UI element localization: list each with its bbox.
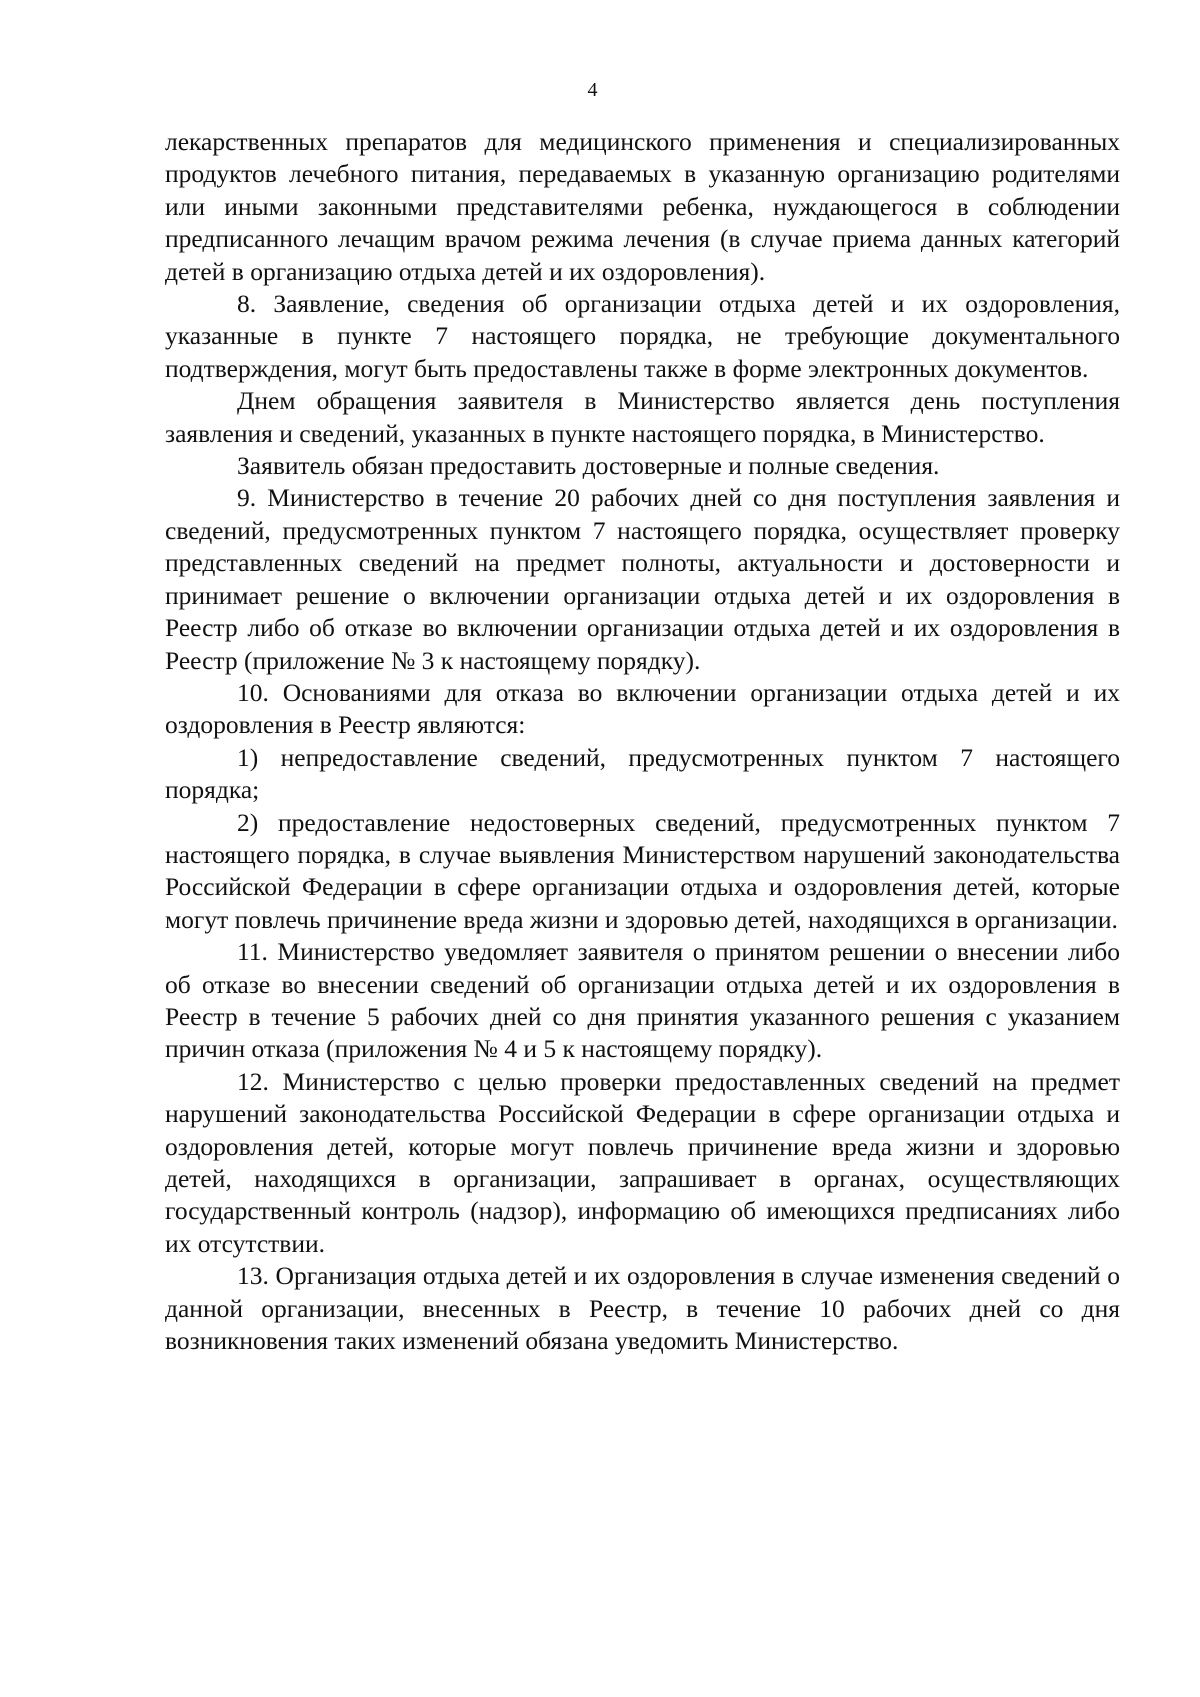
paragraph-item-8: 8. Заявление, сведения об организации отдыха детей и их оздоровления, указанные в пункте 7 настоящего порядка, не требующие документального подтверждения, могут быть предоставлены также в форме электронных документов. [165, 289, 1120, 383]
paragraph-application-date: Днем обращения заявителя в Министерство является день поступления заявления и сведений, указанных в пункте настоящего порядка, в Министерство. [165, 386, 1120, 448]
paragraph-item-13: 13. Организация отдыха детей и их оздоровления в случае изменения сведений о данной организации, внесенных в Реестр, в течение 10 рабочих дней со дня возникновения таких изменений обязана уведомить Министерство. [165, 1261, 1120, 1356]
page-number: 4 [587, 79, 598, 101]
paragraph-continuation: лекарственных препаратов для медицинского применения и специализированных продуктов лечебного питания, передаваемых в указанную организацию родителями или иными законными представителями ребенка, нуждающегося в соблюдении предписанного лечащим врачом режима лечения (в случае приема данных категорий детей в организацию отдыха детей и их оздоровления). [165, 127, 1120, 286]
paragraph-item-10-1: 1) непредоставление сведений, предусмотренных пунктом 7 настоящего порядка; [165, 742, 1120, 805]
document-body [165, 126, 1120, 1357]
paragraph-item-10-2: 2) предоставление недостоверных сведений, предусмотренных пунктом 7 настоящего порядка, в случае выявления Министерством нарушений законодательства Российской Федерации в сфере организации отдыха и оздоровления детей, которые могут повлечь причинение вреда жизни и здоровью детей, находящихся в организации. [165, 807, 1120, 934]
paragraph-item-11: 11. Министерство уведомляет заявителя о принятом решении о внесении либо об отказе во внесении сведений об организации отдыха детей и их оздоровления в Реестр в течение 5 рабочих дней со дня принятия указанного решения с указанием причин отказа (приложения № 4 и 5 к настоящему порядку). [165, 937, 1120, 1064]
paragraph-applicant-obligation: Заявитель обязан предоставить достоверные и полные сведения. [237, 451, 940, 481]
paragraph-item-12: 12. Министерство с целью проверки предоставленных сведений на предмет нарушений законодательства Российской Федерации в сфере организации отдыха и оздоровления детей, которые могут повлечь причинение вреда жизни и здоровью детей, находящихся в организации, запрашивает в органах, осуществляющих государственный контроль (надзор), информацию об имеющихся предписаниях либо их отсутствии. [165, 1066, 1120, 1258]
paragraph-item-9: 9. Министерство в течение 20 рабочих дней со дня поступления заявления и сведений, предусмотренных пунктом 7 настоящего порядка, осуществляет проверку представленных сведений на предмет полноты, актуальности и достоверности и принимает решение о включении организации отдыха детей и их оздоровления в Реестр либо об отказе во включении организации отдыха детей и их оздоровления в Реестр (приложение № 3 к настоящему порядку). [165, 483, 1120, 675]
paragraph-item-10: 10. Основаниями для отказа во включении организации отдыха детей и их оздоровления в Реестр являются: [165, 677, 1120, 740]
